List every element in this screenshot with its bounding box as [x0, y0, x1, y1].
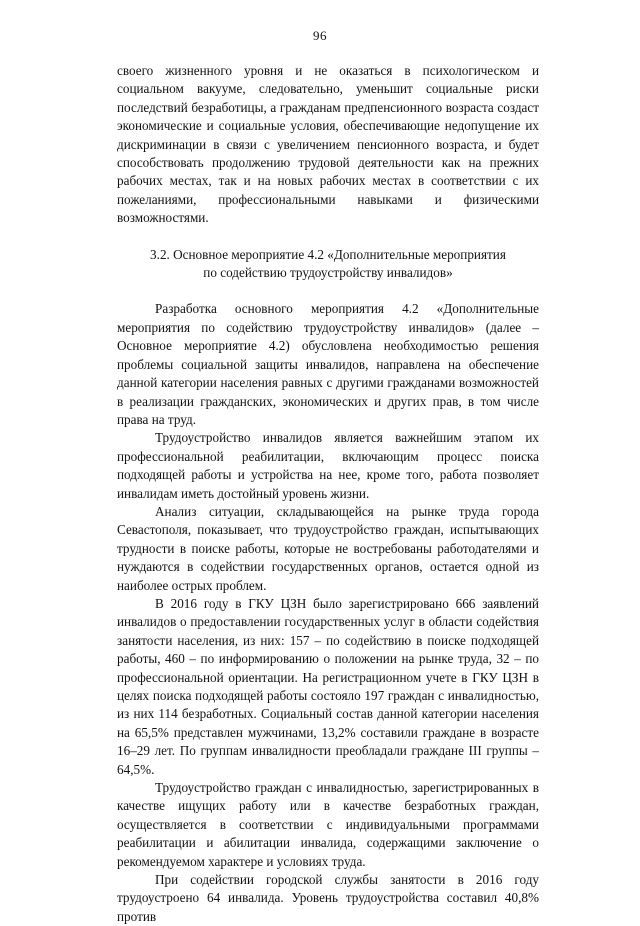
paragraph: Разработка основного мероприятия 4.2 «Дополнительные мероприятия по содействию трудоустройству инвалидов» (далее – Основное мероприятие 4.2) обусловлена необходимостью решения проблемы социальной защиты инвалидов, направлена на обеспечение данной категории населения равных с другими гражданами возможностей в реализации гражданских, экономических и других прав, в том числе права на труд.	[117, 301, 539, 427]
section-heading-line-1: 3.2. Основное мероприятие 4.2 «Дополнительные мероприятия	[150, 246, 506, 262]
paragraph: Трудоустройство граждан с инвалидностью, зарегистрированных в качестве ищущих работу или в качестве безработных граждан, осуществляется в соответствии с индивидуальными программами реабилитации и абилитации инвалида, содержащими заключение о рекомендуемом характере и условиях труда.	[117, 780, 539, 869]
paragraph-continuation: своего жизненного уровня и не оказаться в психологическом и социальном вакууме, следовательно, уменьшит социальные риски последствий безработицы, а гражданам предпенсионного возраста создаст экономические и социальные условия, обеспечивающие недопущение их дискриминации в связи с увеличением пенсионного возраста, и будет способствовать продолжению трудовой деятельности как на прежних рабочих местах, так и на новых рабочих местах в соответствии с их пожеланиями, профессиональными навыками и физическими возможностями.	[117, 63, 539, 226]
page-number: 96	[313, 28, 327, 43]
paragraph: В 2016 году в ГКУ ЦЗН было зарегистрировано 666 заявлений инвалидов о предоставлении государственных услуг в области содействия занятости населения, из них: 157 – по содействию в поиске подходящей работы, 460 – по информированию о положении на рынке труда, 32 – по профессиональной ориентации. На регистрационном учете в ГКУ ЦЗН в целях поиска подходящей работы состояло 197 граждан с инвалидностью, из них 114 безработных. Социальный состав данной категории населения на 65,5% представлен мужчинами, 13,2% составили граждане в возрасте 16–29 лет. По группам инвалидности преобладали граждане III группы – 64,5%.	[117, 595, 539, 777]
section-heading-line-2: по содействию трудоустройству инвалидов»	[203, 265, 453, 281]
paragraph: Трудоустройство инвалидов является важнейшим этапом их профессиональной реабилитации, включающим процесс поиска подходящей работы и устройства на нее, кроме того, работа позволяет инвалидам иметь достойный уровень жизни.	[117, 430, 539, 501]
paragraph: При содействии городской службы занятости в 2016 году трудоустроено 64 инвалида. Уровень трудоустройства составил 40,8% против	[117, 872, 539, 924]
page-body	[117, 62, 539, 926]
section-heading	[117, 246, 539, 283]
paragraph: Анализ ситуации, складывающейся на рынке труда города Севастополя, показывает, что трудоустройство граждан, испытывающих трудности в поиске работы, которые не востребованы работодателями и нуждаются в содействии государственных органов, остается одной из наиболее острых проблем.	[117, 503, 539, 593]
